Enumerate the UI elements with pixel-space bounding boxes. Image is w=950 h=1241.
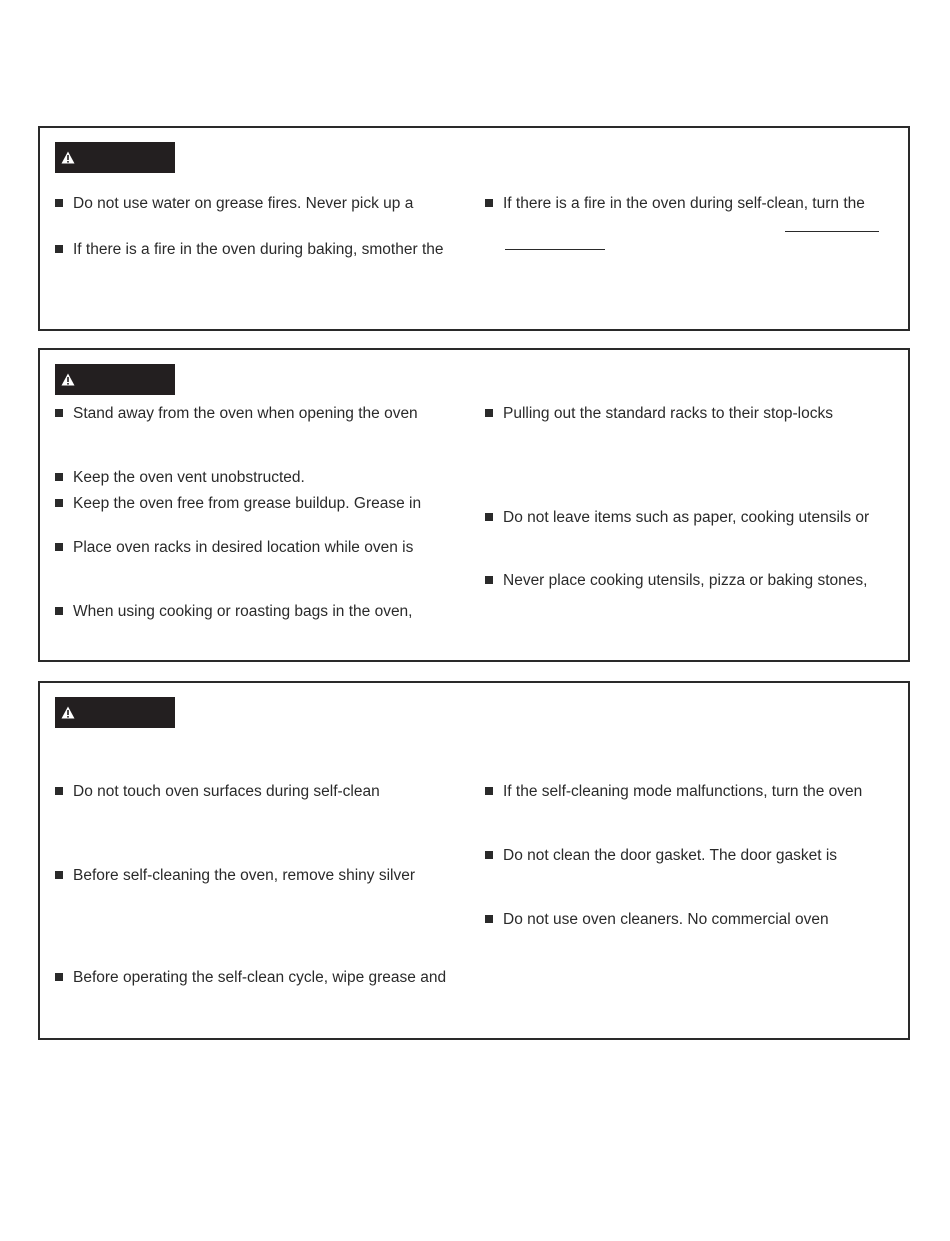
warning-badge: [55, 142, 175, 173]
divider: [505, 249, 605, 250]
warning-triangle-icon: [61, 373, 75, 386]
list-item: Do not use water on grease fires. Never pick up a: [55, 195, 413, 213]
list-item: If there is a fire in the oven during baking, smother the: [55, 241, 444, 259]
list-item: If the self-cleaning mode malfunctions, turn the oven: [485, 783, 862, 801]
list-item: Do not clean the door gasket. The door gasket is: [485, 847, 837, 865]
list-item: Place oven racks in desired location while oven is: [55, 539, 413, 557]
list-item: Before operating the self-clean cycle, wipe grease and: [55, 969, 446, 987]
warning-triangle-icon: [61, 151, 75, 164]
warning-badge: [55, 364, 175, 395]
warning-panel-fire: [38, 126, 910, 331]
list-item: Before self-cleaning the oven, remove shiny silver: [55, 867, 415, 885]
list-item: Keep the oven vent unobstructed.: [55, 469, 305, 487]
list-item: Do not touch oven surfaces during self-clean: [55, 783, 380, 801]
warning-badge: [55, 697, 175, 728]
warning-panel-oven-use: [38, 348, 910, 662]
warning-panel-self-clean: [38, 681, 910, 1040]
divider: [785, 231, 879, 232]
list-item: When using cooking or roasting bags in the oven,: [55, 603, 413, 621]
list-item: Never place cooking utensils, pizza or baking stones,: [485, 572, 867, 590]
list-item: Pulling out the standard racks to their stop-locks: [485, 405, 833, 423]
warning-triangle-icon: [61, 706, 75, 719]
list-item: Keep the oven free from grease buildup. Grease in: [55, 495, 421, 513]
list-item: Do not leave items such as paper, cooking utensils or: [485, 509, 869, 527]
list-item: If there is a fire in the oven during self-clean, turn the: [485, 195, 865, 213]
list-item: Stand away from the oven when opening the oven: [55, 405, 418, 423]
list-item: Do not use oven cleaners. No commercial oven: [485, 911, 829, 929]
